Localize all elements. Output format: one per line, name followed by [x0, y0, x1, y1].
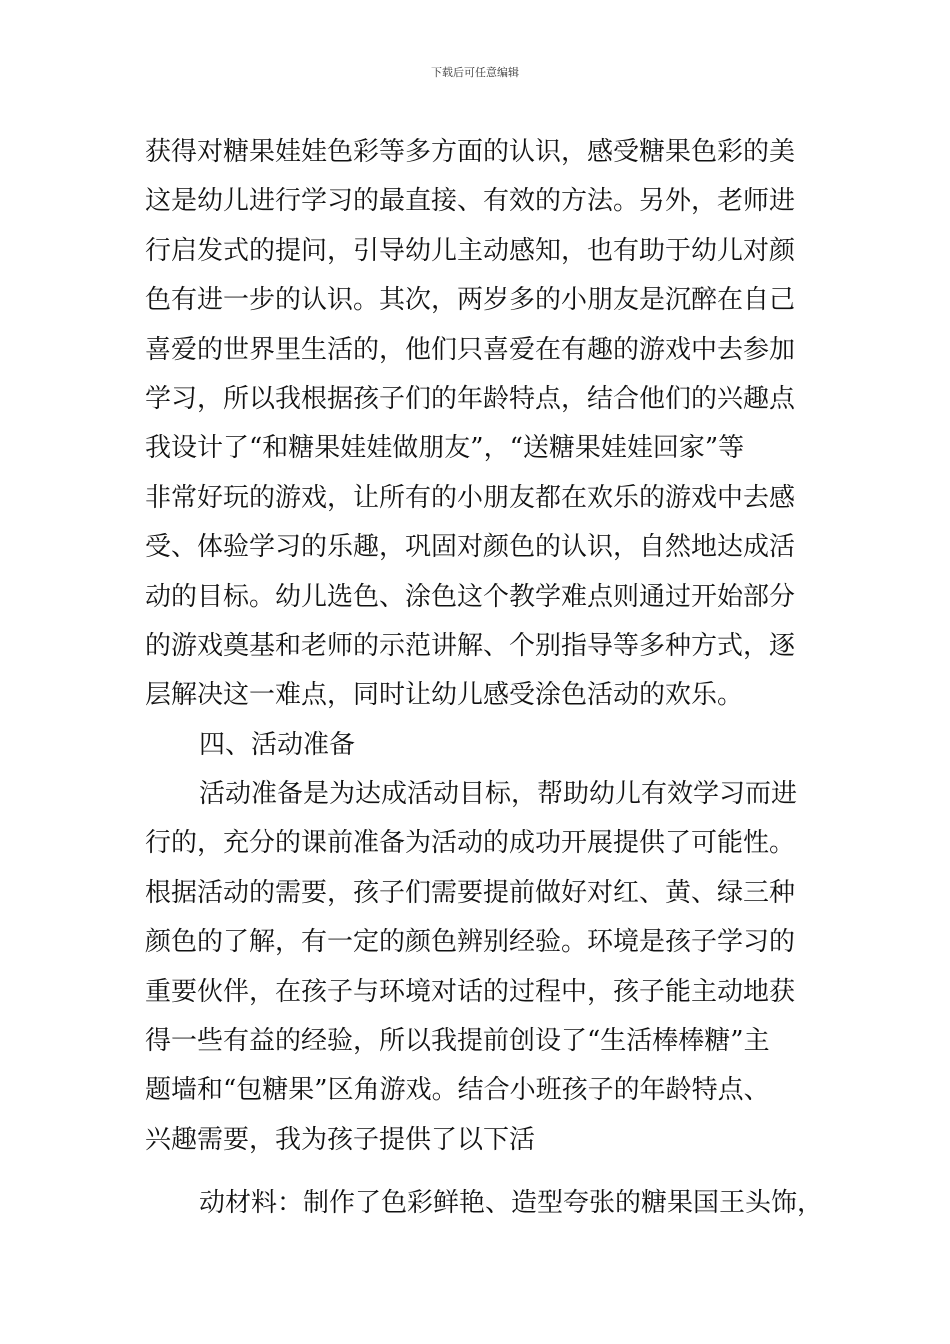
text-line-22: 动材料：制作了色彩鲜艳、造型夸张的糖果国王头饰，	[199, 1188, 824, 1219]
text-line-5: 喜爱的世界里生活的，他们只喜爱在有趣的游戏中去参加	[145, 334, 796, 365]
text-line-4: 色有进一步的认识。其次，两岁多的小朋友是沉醉在自己	[145, 285, 796, 316]
page-header: 下载后可任意编辑	[431, 66, 519, 79]
text-line-9: 受、体验学习的乐趣，巩固对颜色的认识，自然地达成活	[145, 532, 796, 563]
text-line-3: 行启发式的提问，引导幼儿主动感知，也有助于幼儿对颜	[145, 235, 796, 266]
text-line-19: 得一些有益的经验，所以我提前创设了“生活棒棒糖”主	[145, 1026, 770, 1057]
text-line-8: 非常好玩的游戏，让所有的小朋友都在欢乐的游戏中去感	[145, 482, 796, 513]
text-line-21: 兴趣需要，我为孩子提供了以下活	[145, 1124, 536, 1155]
section-heading: 四、活动准备	[199, 729, 356, 760]
text-line-7: 我设计了“和糖果娃娃做朋友”，“送糖果娃娃回家”等	[145, 433, 745, 464]
text-line-10: 动的目标。幼儿选色、涂色这个教学难点则通过开始部分	[145, 581, 796, 612]
text-line-16: 根据活动的需要，孩子们需要提前做好对红、黄、绿三种	[145, 877, 796, 908]
text-line-17: 颜色的了解，有一定的颜色辨别经验。环境是孩子学习的	[145, 927, 796, 958]
text-line-15: 行的，充分的课前准备为活动的成功开展提供了可能性。	[145, 828, 796, 859]
text-line-2: 这是幼儿进行学习的最直接、有效的方法。另外，老师进	[145, 186, 796, 217]
text-line-20: 题墙和“包糖果”区角游戏。结合小班孩子的年龄特点、	[145, 1075, 770, 1106]
text-line-12: 层解决这一难点，同时让幼儿感受涂色活动的欢乐。	[145, 680, 744, 711]
text-line-6: 学习，所以我根据孩子们的年龄特点，结合他们的兴趣点	[145, 383, 796, 414]
text-line-14: 活动准备是为达成活动目标，帮助幼儿有效学习而进	[199, 779, 798, 810]
document-body	[145, 128, 825, 1229]
text-line-11: 的游戏奠基和老师的示范讲解、个别指导等多种方式，逐	[145, 630, 796, 661]
text-line-18: 重要伙伴，在孩子与环境对话的过程中，孩子能主动地获	[145, 976, 796, 1007]
text-line-1: 获得对糖果娃娃色彩等多方面的认识，感受糖果色彩的美	[145, 137, 796, 167]
